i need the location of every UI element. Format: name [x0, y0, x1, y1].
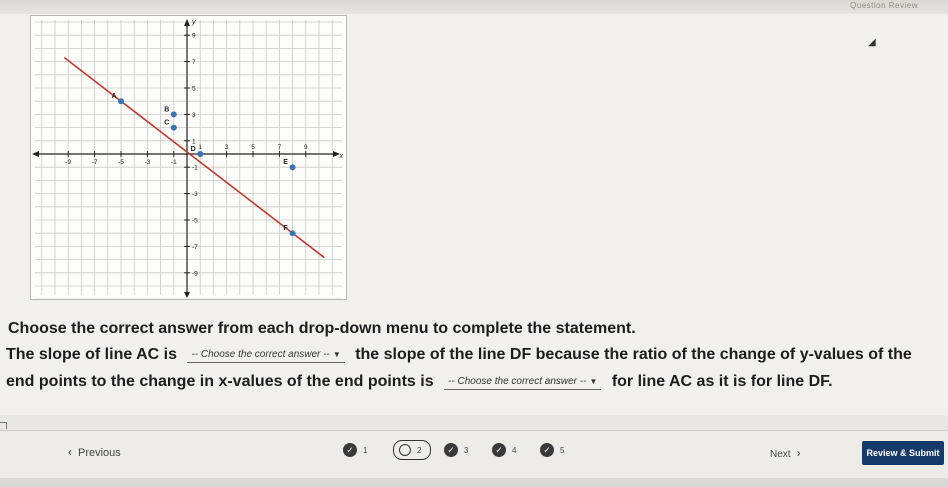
y-tick-label: -7 [192, 243, 198, 251]
statement-line-2 [6, 373, 833, 391]
footer-strip [0, 478, 948, 487]
x-tick-label: 5 [251, 144, 255, 151]
x-tick-label: -1 [170, 159, 177, 166]
dropdown-2-placeholder: -- Choose the correct answer -- [448, 376, 587, 387]
dropdown-1-placeholder: -- Choose the correct answer -- [191, 349, 330, 360]
x-tick-label: -5 [118, 159, 124, 166]
y-axis-arrow-icon [184, 292, 190, 298]
previous-label: Previous [78, 447, 121, 459]
point-a [118, 98, 124, 104]
question-number: 5 [560, 445, 565, 455]
point-label-b: B [164, 106, 170, 114]
y-tick-label: 7 [192, 59, 196, 67]
question-nav-1[interactable] [343, 442, 367, 458]
checkmark-icon: ✓ [492, 443, 506, 457]
graph-svg [31, 16, 346, 299]
x-tick-label: -3 [144, 159, 151, 166]
point-d [197, 151, 203, 157]
y-tick-label: -9 [192, 270, 198, 278]
bottom-navigation [0, 430, 948, 479]
point-f [290, 230, 296, 236]
next-label: Next [770, 449, 791, 460]
x-axis-arrow-icon [32, 151, 39, 157]
y-tick-label: 5 [192, 85, 196, 93]
point-label-e: E [283, 159, 288, 167]
review-submit-button[interactable]: Review & Submit [862, 441, 944, 465]
coordinate-graph [30, 15, 347, 300]
point-e [290, 164, 296, 170]
checkmark-icon: ✓ [343, 443, 357, 457]
chevron-down-icon: ▼ [332, 350, 341, 359]
question-number: 4 [512, 445, 517, 455]
statement-text-1: The slope of line AC is [6, 346, 177, 363]
y-tick-label: -3 [192, 191, 198, 199]
y-axis-arrow-icon [184, 19, 190, 26]
x-tick-label: 3 [224, 144, 229, 151]
point-label-a: A [111, 93, 117, 101]
next-button[interactable] [770, 446, 807, 460]
circle-icon [399, 444, 411, 456]
checkmark-icon: ✓ [540, 443, 554, 457]
x-tick-label: -9 [65, 159, 72, 166]
question-nav-4[interactable] [492, 442, 516, 458]
question-nav-2[interactable] [393, 440, 431, 460]
y-tick-label: 1 [192, 138, 196, 146]
point-c [171, 125, 177, 131]
y-axis-label: y [192, 19, 196, 26]
question-nav-5[interactable] [540, 442, 564, 458]
statement-text-2: the slope of the line DF because the ratio of the change of y-values of the [355, 346, 912, 363]
question-title: Choose the correct answer from each drop-down menu to complete the statement. [8, 320, 636, 337]
statement-text-4: for line AC as it is for line DF. [611, 373, 833, 390]
chevron-right-icon: › [796, 446, 801, 460]
point-label-d: D [190, 146, 196, 153]
x-tick-label: 7 [277, 144, 282, 151]
statement-line-1 [6, 346, 912, 364]
statement-text-3: end points to the change in x-values of the end points is [6, 373, 434, 390]
question-number: 1 [363, 445, 368, 455]
x-tick-label: -7 [91, 159, 98, 166]
top-bar-text: Question Review [850, 1, 918, 10]
chevron-left-icon: ‹ [68, 445, 72, 459]
y-tick-label: -5 [192, 217, 198, 225]
x-tick-label: 1 [198, 144, 203, 151]
x-tick-label: 9 [303, 144, 308, 151]
x-axis-label: x [339, 153, 343, 160]
y-tick-label: -1 [192, 164, 198, 172]
answer-dropdown-2[interactable] [444, 376, 601, 390]
top-bar [0, 0, 948, 14]
question-nav-3[interactable] [444, 442, 468, 458]
answer-dropdown-1[interactable] [187, 349, 344, 363]
previous-button[interactable] [62, 445, 121, 459]
corner-marker [0, 422, 7, 429]
point-b [171, 111, 177, 117]
question-number: 3 [464, 445, 469, 455]
chevron-down-icon: ▼ [589, 377, 598, 386]
y-tick-label: 9 [192, 32, 196, 40]
y-tick-label: 3 [192, 111, 196, 119]
checkmark-icon: ✓ [444, 443, 458, 457]
mouse-cursor-icon: ◢ [868, 37, 876, 48]
point-label-f: F [283, 225, 288, 233]
point-label-c: C [164, 119, 170, 127]
question-number: 2 [417, 445, 422, 455]
